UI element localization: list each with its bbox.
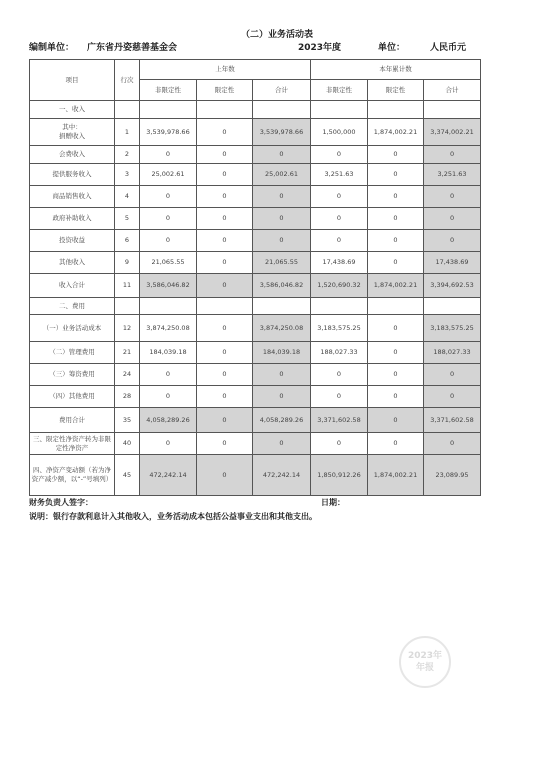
cell-c-res: 0 bbox=[368, 146, 424, 164]
row-label: 会费收入 bbox=[30, 146, 115, 164]
cell-c-tot: 3,394,692.53 bbox=[424, 274, 481, 298]
signer-label: 财务负责人签字： bbox=[29, 498, 93, 507]
report-year: 2023年度 bbox=[298, 43, 342, 53]
cell-p-res: 0 bbox=[197, 274, 253, 298]
cell-line: 1 bbox=[115, 119, 140, 146]
cell-c-res: 0 bbox=[368, 342, 424, 364]
cell-c-res: 0 bbox=[368, 386, 424, 408]
header-current-year: 本年累计数 bbox=[311, 60, 481, 80]
cell-c-unr: 1,500,000 bbox=[311, 119, 368, 146]
cell-p-tot: 4,058,289.26 bbox=[253, 408, 311, 433]
cell-line: 9 bbox=[115, 252, 140, 274]
cell-p-unr: 0 bbox=[140, 146, 197, 164]
cell-line: 5 bbox=[115, 208, 140, 230]
table-row bbox=[30, 364, 481, 386]
cell-p-res: 0 bbox=[197, 146, 253, 164]
row-label: （四）其他费用 bbox=[30, 386, 115, 408]
row-label: 四、净资产变动额（若为净资产减少额，以“-”号填列） bbox=[30, 455, 115, 496]
cell-p-res: 0 bbox=[197, 455, 253, 496]
cell-p-unr: 472,242.14 bbox=[140, 455, 197, 496]
annual-report-watermark bbox=[399, 636, 451, 688]
cell-c-res: 0 bbox=[368, 252, 424, 274]
cell-p-tot: 0 bbox=[253, 230, 311, 252]
cell-line: 28 bbox=[115, 386, 140, 408]
table-row bbox=[30, 274, 481, 298]
cell-c-tot: 3,183,575.25 bbox=[424, 315, 481, 342]
table-row bbox=[30, 455, 481, 496]
cell-p-tot: 21,065.55 bbox=[253, 252, 311, 274]
cell-p-res: 0 bbox=[197, 208, 253, 230]
cell-c-res: 0 bbox=[368, 408, 424, 433]
cell-p-unr: 3,586,046.82 bbox=[140, 274, 197, 298]
table-row bbox=[30, 186, 481, 208]
cell-c-res: 0 bbox=[368, 433, 424, 455]
cell-p-unr: 4,058,289.26 bbox=[140, 408, 197, 433]
cell-line: 45 bbox=[115, 455, 140, 496]
cell-line: 12 bbox=[115, 315, 140, 342]
row-label: （三）筹资费用 bbox=[30, 364, 115, 386]
cell-c-res: 0 bbox=[368, 186, 424, 208]
cell-c-tot: 0 bbox=[424, 208, 481, 230]
cell-c-tot: 0 bbox=[424, 433, 481, 455]
cell-c-unr: 0 bbox=[311, 146, 368, 164]
table-row bbox=[30, 208, 481, 230]
row-label bbox=[30, 119, 115, 146]
cell-c-unr: 0 bbox=[311, 433, 368, 455]
cell-line: 21 bbox=[115, 342, 140, 364]
cell-c-unr: 17,438.69 bbox=[311, 252, 368, 274]
cell-c-unr: 0 bbox=[311, 386, 368, 408]
cell-line: 11 bbox=[115, 274, 140, 298]
cell-line: 2 bbox=[115, 146, 140, 164]
table-row bbox=[30, 315, 481, 342]
unit-value: 人民币元 bbox=[430, 43, 467, 53]
section-expense-row bbox=[30, 298, 481, 315]
row-label: （二）管理费用 bbox=[30, 342, 115, 364]
row-label: 商品销售收入 bbox=[30, 186, 115, 208]
cell-c-tot: 0 bbox=[424, 364, 481, 386]
cell-c-res: 0 bbox=[368, 315, 424, 342]
cell-c-tot: 0 bbox=[424, 186, 481, 208]
cell-c-unr: 3,251.63 bbox=[311, 164, 368, 186]
cell-c-res: 1,874,002.21 bbox=[368, 119, 424, 146]
cell-c-tot: 0 bbox=[424, 146, 481, 164]
table-row bbox=[30, 119, 481, 146]
cell-p-unr: 0 bbox=[140, 386, 197, 408]
cell-p-unr: 0 bbox=[140, 186, 197, 208]
cell-p-res: 0 bbox=[197, 386, 253, 408]
cell-p-unr: 0 bbox=[140, 208, 197, 230]
row-label: 提供服务收入 bbox=[30, 164, 115, 186]
cell-p-tot: 3,586,046.82 bbox=[253, 274, 311, 298]
cell-p-tot: 0 bbox=[253, 386, 311, 408]
cell-c-tot: 0 bbox=[424, 386, 481, 408]
header-prev-restricted: 限定性 bbox=[197, 80, 253, 101]
cell-c-res: 1,874,002.21 bbox=[368, 274, 424, 298]
cell-p-tot: 3,874,250.08 bbox=[253, 315, 311, 342]
cell-p-tot: 472,242.14 bbox=[253, 455, 311, 496]
cell-p-unr: 25,002.61 bbox=[140, 164, 197, 186]
cell-p-tot: 0 bbox=[253, 364, 311, 386]
cell-p-res: 0 bbox=[197, 230, 253, 252]
row-label: 收入合计 bbox=[30, 274, 115, 298]
cell-p-res: 0 bbox=[197, 164, 253, 186]
cell-line: 6 bbox=[115, 230, 140, 252]
table-row bbox=[30, 164, 481, 186]
cell-line: 4 bbox=[115, 186, 140, 208]
cell-c-tot: 188,027.33 bbox=[424, 342, 481, 364]
income-prefix: 其中： bbox=[62, 123, 82, 131]
cell-c-tot: 3,374,002.21 bbox=[424, 119, 481, 146]
cell-p-tot: 0 bbox=[253, 186, 311, 208]
report-title: （二）业务活动表 bbox=[240, 30, 313, 40]
cell-line: 40 bbox=[115, 433, 140, 455]
cell-p-tot: 3,539,978.66 bbox=[253, 119, 311, 146]
cell-line: 3 bbox=[115, 164, 140, 186]
cell-line: 35 bbox=[115, 408, 140, 433]
cell-c-unr: 1,850,912.26 bbox=[311, 455, 368, 496]
table-row bbox=[30, 252, 481, 274]
cell-p-unr: 21,065.55 bbox=[140, 252, 197, 274]
cell-c-res: 0 bbox=[368, 230, 424, 252]
header-item: 项目 bbox=[30, 60, 115, 101]
org-name: 广东省丹姿慈善基金会 bbox=[87, 43, 178, 53]
row-label: 政府补助收入 bbox=[30, 208, 115, 230]
cell-c-unr: 0 bbox=[311, 208, 368, 230]
cell-p-unr: 0 bbox=[140, 433, 197, 455]
table-row bbox=[30, 408, 481, 433]
cell-line: 24 bbox=[115, 364, 140, 386]
cell-p-res: 0 bbox=[197, 342, 253, 364]
cell-p-res: 0 bbox=[197, 252, 253, 274]
cell-p-res: 0 bbox=[197, 408, 253, 433]
row-label: 投资收益 bbox=[30, 230, 115, 252]
row-label: （一）业务活动成本 bbox=[30, 315, 115, 342]
cell-p-tot: 0 bbox=[253, 433, 311, 455]
cell-p-tot: 25,002.61 bbox=[253, 164, 311, 186]
cell-c-unr: 0 bbox=[311, 230, 368, 252]
cell-p-tot: 184,039.18 bbox=[253, 342, 311, 364]
header-curr-total: 合计 bbox=[424, 80, 481, 101]
cell-c-res: 0 bbox=[368, 164, 424, 186]
cell-p-unr: 3,874,250.08 bbox=[140, 315, 197, 342]
header-prev-total: 合计 bbox=[253, 80, 311, 101]
section-expense: 二、费用 bbox=[30, 298, 115, 315]
stamp-line-1: 2023年 bbox=[407, 651, 443, 661]
org-label: 编制单位： bbox=[29, 43, 75, 53]
cell-p-unr: 184,039.18 bbox=[140, 342, 197, 364]
cell-p-res: 0 bbox=[197, 186, 253, 208]
cell-p-res: 0 bbox=[197, 315, 253, 342]
cell-p-unr: 0 bbox=[140, 230, 197, 252]
header-prev-unrestricted: 非限定性 bbox=[140, 80, 197, 101]
cell-p-unr: 3,539,978.66 bbox=[140, 119, 197, 146]
cell-p-res: 0 bbox=[197, 364, 253, 386]
row-label-text: 捐赠收入 bbox=[59, 132, 85, 140]
cell-p-res: 0 bbox=[197, 119, 253, 146]
date-label: 日期： bbox=[321, 498, 345, 507]
cell-c-tot: 23,089.95 bbox=[424, 455, 481, 496]
cell-c-unr: 3,183,575.25 bbox=[311, 315, 368, 342]
cell-c-res: 1,874,002.21 bbox=[368, 455, 424, 496]
cell-c-unr: 188,027.33 bbox=[311, 342, 368, 364]
header-line: 行次 bbox=[115, 60, 140, 101]
cell-c-unr: 0 bbox=[311, 364, 368, 386]
header-curr-unrestricted: 非限定性 bbox=[311, 80, 368, 101]
cell-c-unr: 1,520,690.32 bbox=[311, 274, 368, 298]
table-row bbox=[30, 386, 481, 408]
cell-c-unr: 0 bbox=[311, 186, 368, 208]
activity-table bbox=[29, 59, 481, 496]
cell-c-unr: 3,371,602.58 bbox=[311, 408, 368, 433]
table-row bbox=[30, 230, 481, 252]
section-income: 一、收入 bbox=[30, 101, 115, 119]
cell-p-unr: 0 bbox=[140, 364, 197, 386]
table-row bbox=[30, 433, 481, 455]
stamp-line-2: 年报 bbox=[415, 663, 434, 673]
cell-c-tot: 3,251.63 bbox=[424, 164, 481, 186]
row-label: 三、限定性净资产转为非限定性净资产 bbox=[30, 433, 115, 455]
table-row bbox=[30, 342, 481, 364]
cell-c-tot: 0 bbox=[424, 230, 481, 252]
cell-c-res: 0 bbox=[368, 364, 424, 386]
cell-p-tot: 0 bbox=[253, 146, 311, 164]
cell-p-res: 0 bbox=[197, 433, 253, 455]
cell-p-tot: 0 bbox=[253, 208, 311, 230]
unit-label: 单位： bbox=[378, 43, 406, 53]
header-curr-restricted: 限定性 bbox=[368, 80, 424, 101]
cell-c-tot: 17,438.69 bbox=[424, 252, 481, 274]
table-row bbox=[30, 146, 481, 164]
row-label: 其他收入 bbox=[30, 252, 115, 274]
cell-c-res: 0 bbox=[368, 208, 424, 230]
cell-c-tot: 3,371,602.58 bbox=[424, 408, 481, 433]
explanation-note: 说明：银行存款利息计入其他收入，业务活动成本包括公益事业支出和其他支出。 bbox=[29, 512, 317, 521]
row-label: 费用合计 bbox=[30, 408, 115, 433]
header-prev-year: 上年数 bbox=[140, 60, 311, 80]
